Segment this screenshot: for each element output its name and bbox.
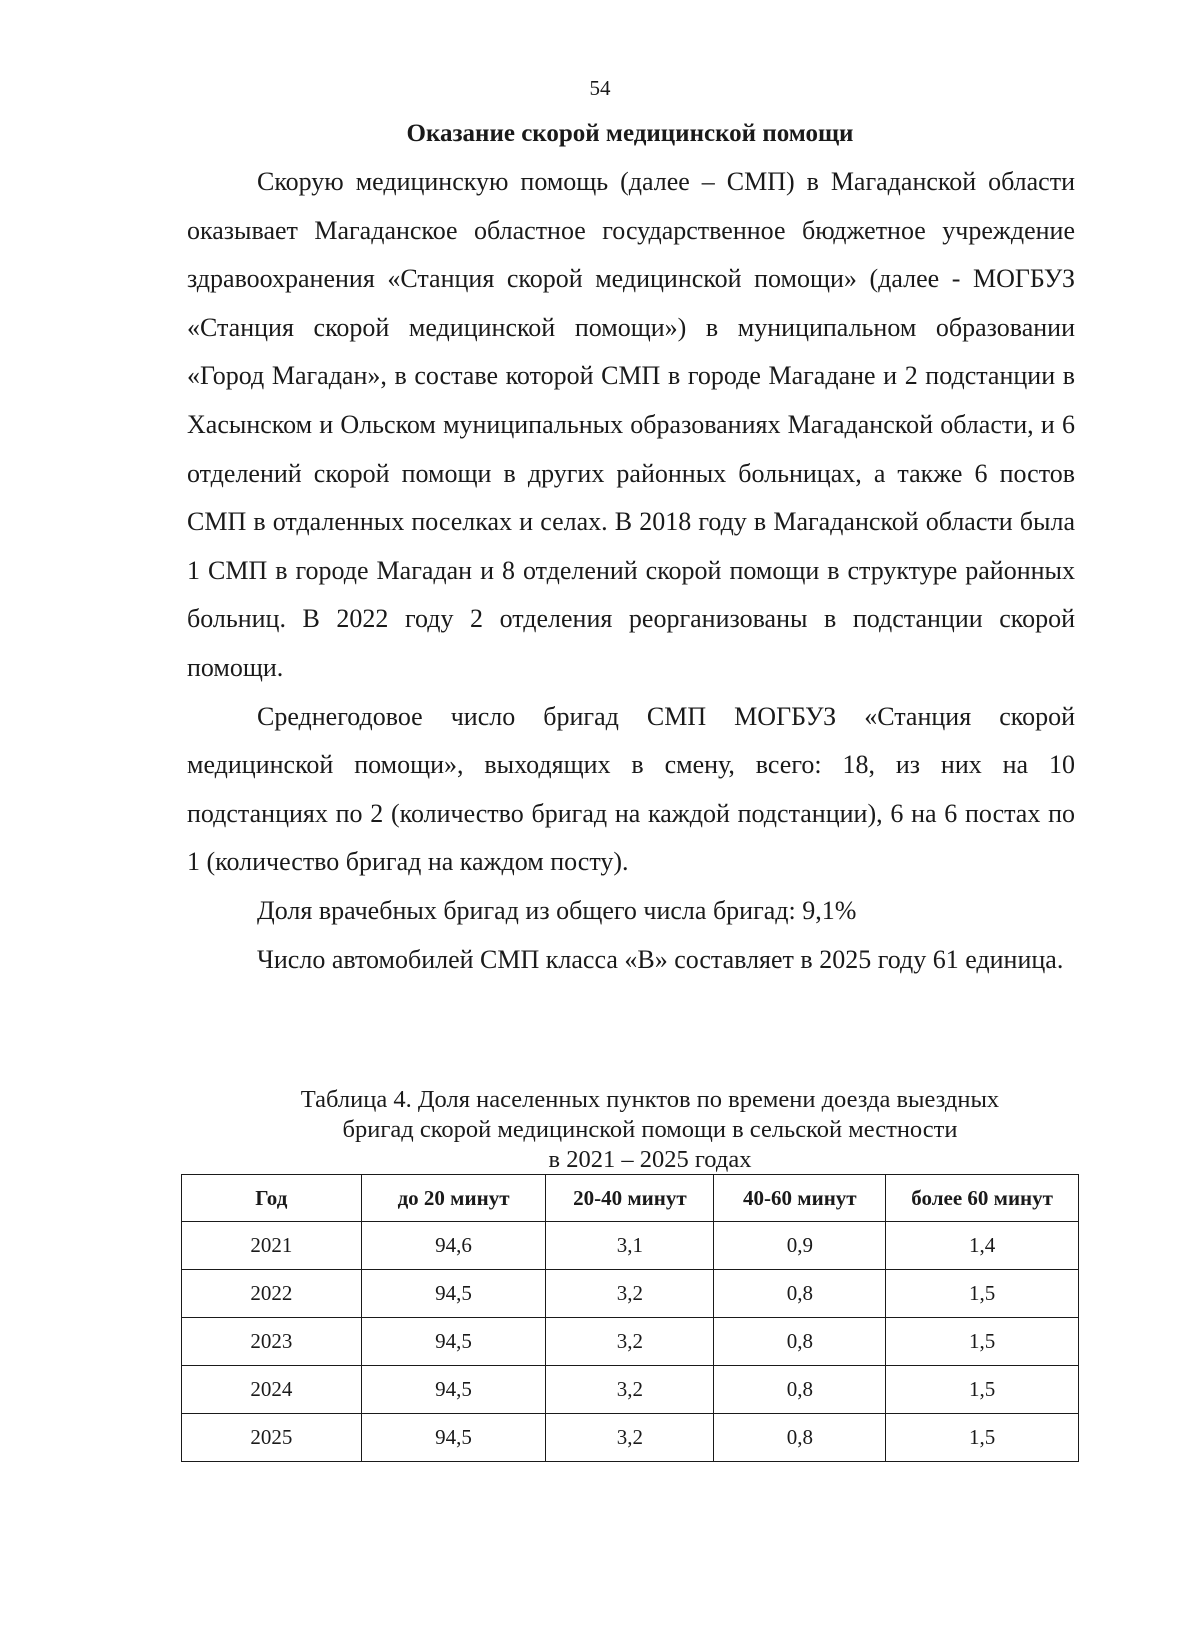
table-caption-line: Таблица 4. Доля населенных пунктов по времени доезда выездных [300,1086,1000,1113]
table-cell: 3,1 [546,1222,714,1270]
table-cell: 94,5 [361,1414,546,1462]
paragraph-doctor-brigades-share: Доля врачебных бригад из общего числа бригад: 9,1% [257,895,857,925]
table-cell: 3,2 [546,1366,714,1414]
table-cell: 1,5 [886,1414,1079,1462]
page-number: 54 [589,76,611,100]
table-row [182,1222,1079,1270]
table-cell: 3,2 [546,1318,714,1366]
table-cell: 3,2 [546,1414,714,1462]
table-row [182,1318,1079,1366]
column-header-under-20: до 20 минут [361,1175,546,1222]
paragraph-smp-structure: Скорую медицинскую помощь (далее – СМП) в Магаданской области оказывает Магаданское областное государственное бюджетное учреждение здравоохранения «Станция скорой медицинской помощи» (далее - МОГБУЗ «Станция скорой медицинской помощи») в муниципальном образовании «Город Магадан», в составе которой СМП в городе Магадане и 2 подстанции в Хасынском и Ольском муниципальных образованиях Магаданской области, и 6 отделений скорой помощи в других районных больницах, а также 6 постов СМП в отдаленных поселках и селах. В 2018 году в Магаданской области была 1 СМП в городе Магадан и 8 отделений скорой помощи в структуре районных больниц. В 2022 году 2 отделения реорганизованы в подстанции скорой помощи. [187,167,1075,682]
column-header-40-60: 40-60 минут [714,1175,886,1222]
table-cell: 1,5 [886,1270,1079,1318]
table-cell-year: 2025 [182,1414,362,1462]
column-header-20-40: 20-40 минут [546,1175,714,1222]
table-caption [240,1085,1060,1175]
table-cell: 94,5 [361,1366,546,1414]
table-cell: 0,9 [714,1222,886,1270]
table-header-row [182,1175,1079,1222]
table-cell-year: 2023 [182,1318,362,1366]
table-cell: 1,5 [886,1318,1079,1366]
column-header-year: Год [182,1175,362,1222]
table-cell: 1,4 [886,1222,1079,1270]
paragraph-vehicles: Число автомобилей СМП класса «В» составляет в 2025 году 61 единица. [257,944,1064,974]
table-cell: 0,8 [714,1318,886,1366]
column-header-over-60: более 60 минут [886,1175,1079,1222]
body-text [187,158,1075,984]
table-row [182,1414,1079,1462]
table-cell-year: 2024 [182,1366,362,1414]
table-caption-line: бригад скорой медицинской помощи в сельской местности [342,1116,958,1143]
arrival-time-table [181,1174,1079,1462]
table-cell: 1,5 [886,1366,1079,1414]
table-cell: 94,5 [361,1270,546,1318]
paragraph-brigades: Среднегодовое число бригад СМП МОГБУЗ «Станция скорой медицинской помощи», выходящих в смену, всего: 18, из них на 10 подстанциях по 2 (количество бригад на каждой подстанции), 6 на 6 постах по 1 (количество бригад на каждом посту). [187,701,1075,877]
table-row [182,1270,1079,1318]
table-cell: 0,8 [714,1270,886,1318]
table-cell: 94,5 [361,1318,546,1366]
table-row [182,1366,1079,1414]
table-cell: 0,8 [714,1414,886,1462]
table-cell: 94,6 [361,1222,546,1270]
table-cell: 3,2 [546,1270,714,1318]
table-caption-line: в 2021 – 2025 годах [548,1146,752,1173]
table-cell-year: 2022 [182,1270,362,1318]
table-cell: 0,8 [714,1366,886,1414]
section-heading: Оказание скорой медицинской помощи [406,120,854,147]
table-cell-year: 2021 [182,1222,362,1270]
